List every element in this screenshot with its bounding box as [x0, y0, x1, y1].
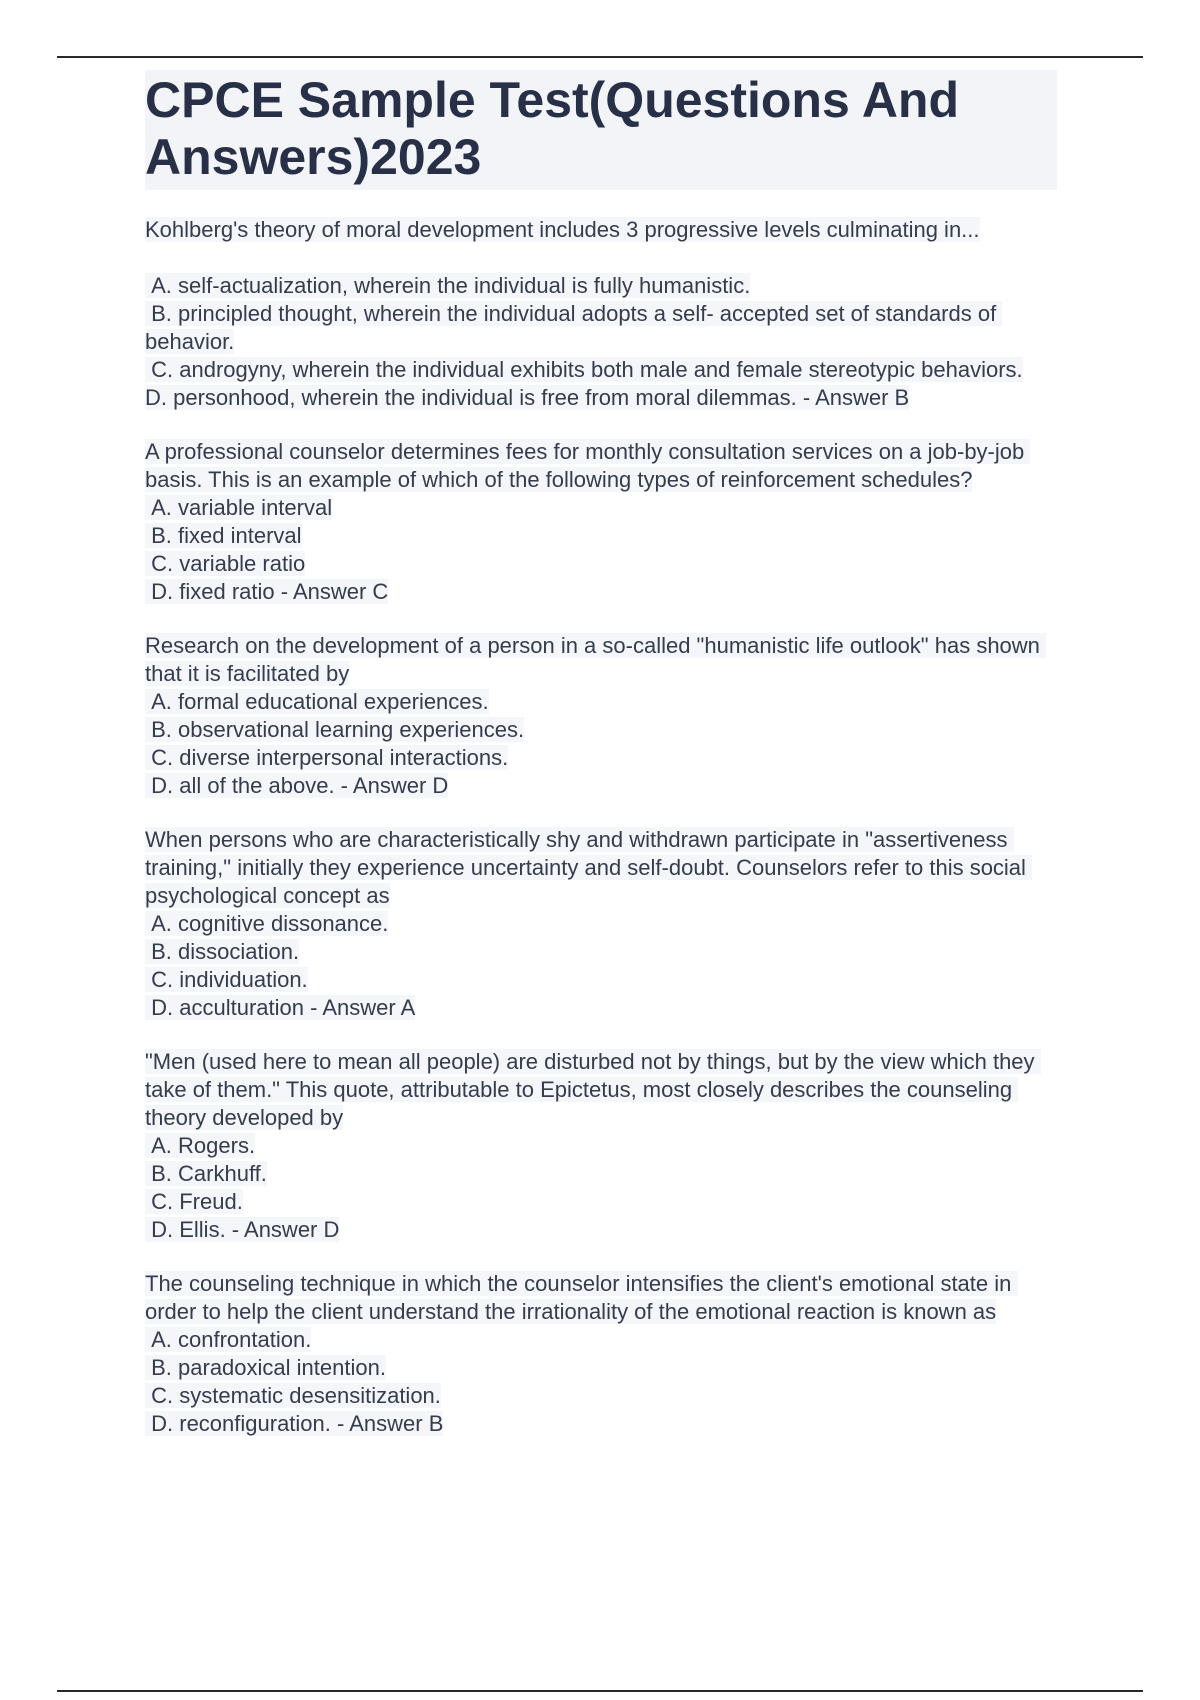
option-d-answer: D. all of the above. - Answer D — [145, 773, 449, 798]
option-a: A. self-actualization, wherein the individual is fully humanistic. — [145, 273, 751, 298]
option-a: A. Rogers. — [145, 1133, 256, 1158]
option-b: B. observational learning experiences. — [145, 717, 525, 742]
option-b: B. fixed interval — [145, 523, 302, 548]
question-1 — [145, 216, 1057, 412]
option-a: A. confrontation. — [145, 1327, 312, 1352]
option-c: C. systematic desensitization. — [145, 1383, 441, 1408]
option-a: A. cognitive dissonance. — [145, 911, 389, 936]
question-6 — [145, 1270, 1057, 1438]
option-b: B. principled thought, wherein the individual adopts a self- accepted set of standards of behavior. — [145, 301, 1003, 354]
bottom-rule — [57, 1690, 1143, 1692]
option-c: C. androgyny, wherein the individual exhibits both male and female stereotypic behaviors. — [145, 357, 1023, 382]
question-5 — [145, 1048, 1057, 1244]
question-stem: Research on the development of a person in a so-called "humanistic life outlook" has shown that it is facilitated by — [145, 633, 1047, 686]
option-d-answer: D. Ellis. - Answer D — [145, 1217, 340, 1242]
question-4 — [145, 826, 1057, 1022]
question-stem: "Men (used here to mean all people) are disturbed not by things, but by the view which they take of them." This quote, attributable to Epictetus, most closely describes the counseling theory developed by — [145, 1049, 1041, 1130]
option-a: A. formal educational experiences. — [145, 689, 489, 714]
option-b: B. Carkhuff. — [145, 1161, 267, 1186]
option-d-answer: D. acculturation - Answer A — [145, 995, 416, 1020]
option-c: C. Freud. — [145, 1189, 243, 1214]
option-a: A. variable interval — [145, 495, 333, 520]
option-b: B. dissociation. — [145, 939, 300, 964]
option-c: C. variable ratio — [145, 551, 306, 576]
question-3 — [145, 632, 1057, 800]
option-b: B. paradoxical intention. — [145, 1355, 386, 1380]
option-c: C. diverse interpersonal interactions. — [145, 745, 509, 770]
blank-line — [145, 244, 1057, 272]
option-d-answer: D. reconfiguration. - Answer B — [145, 1411, 444, 1436]
question-stem: When persons who are characteristically shy and withdrawn participate in "assertiveness training," initially they experience uncertainty and self-doubt. Counselors refer to this social psychological concept as — [145, 827, 1033, 908]
top-rule — [57, 56, 1143, 58]
option-d-answer: D. fixed ratio - Answer C — [145, 579, 389, 604]
question-stem: A professional counselor determines fees for monthly consultation services on a job-by-job basis. This is an example of which of the following types of reinforcement schedules? — [145, 439, 1031, 492]
document-body — [145, 70, 1057, 1464]
option-d-answer: D. personhood, wherein the individual is free from moral dilemmas. - Answer B — [145, 385, 910, 410]
option-c: C. individuation. — [145, 967, 308, 992]
question-stem: Kohlberg's theory of moral development includes 3 progressive levels culminating in... — [145, 217, 980, 242]
question-2 — [145, 438, 1057, 606]
document-title: CPCE Sample Test(Questions And Answers)2023 — [145, 70, 1057, 190]
question-stem: The counseling technique in which the counselor intensifies the client's emotional state in order to help the client understand the irrationality of the emotional reaction is known as — [145, 1271, 1018, 1324]
